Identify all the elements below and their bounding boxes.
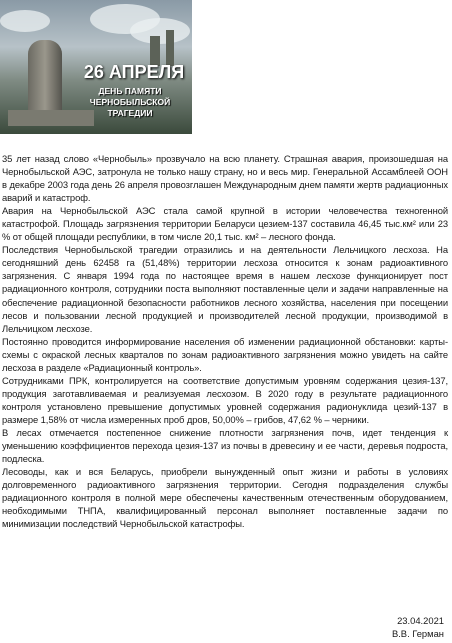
cloud-shape [130,18,190,44]
monument-shape [28,40,62,118]
banner-date-text: 26 АПРЕЛЯ [83,62,185,82]
article-paragraph: Авария на Чернобыльской АЭС стала самой крупной в истории человечества техногенной катастрофой. Площадь загрязнения территории Беларуси цезием-137 составила 46,45 тыс.км² или 23 % от общей площади республики, в том числе 20,1 тыс. км² – лесного фонда. [2,205,448,243]
article-paragraph: Лесоводы, как и вся Беларусь, приобрели вынужденный опыт жизни и работы в условиях долговременного радиоактивного загрязнения территории. Сегодня подразделения службы радиационного контроля в полной мере обеспечены качественным отечественным оборудованием, необходимыми ТНПА, квалифицированный персонал выполняет поставленные задачи по минимизации последствий Чернобыльской катастрофы. [2,466,448,530]
article-paragraph: Последствия Чернобыльской трагедии отразились и на деятельности Лельчицкого лесхоза. На сегодняшний день 62458 га (51,48%) территории лесхоза относится к зонам радиоактивного загрязнения. С января 1994 года по настоящее время в нашем лесхозе функционирует пост радиационного контроля, сотрудники поста выполняют поставленные цели и задачи направленные на обеспечение радиационной безопасности работников лесного хозяйства, населения при посещении лесов и пользовании лесной продукцией и производителей лесной продукции, производимой в Лельчицком лесхозе. [2,244,448,334]
commemoration-banner-image [0,0,192,134]
article-paragraph: 35 лет назад слово «Чернобыль» прозвучало на всю планету. Страшная авария, произошедшая на Чернобыльской АЭС, затронула не только нашу страну, но и весь мир. Генеральной Ассамблеей ООН в декабре 2003 года день 26 апреля провозглашен Международным днем памяти жертв радиационных аварий и катастроф. [2,153,448,204]
article-paragraph: Сотрудниками ПРК, контролируется на соответствие допустимым уровням содержания цезия-137, продукция заготавливаемая и реализуемая лесхозом. В 2020 году в результате радиационного контроля установлено превышение допустимых уровней содержания радионуклида цезий-137 в размере 1,58% от числа измеренных проб дров, 50,00% – грибов, 47,62 % – черники. [2,374,448,425]
signature-date: 23.04.2021 [397,615,444,626]
cloud-shape [0,10,50,32]
article-signature [392,614,444,640]
article-paragraph: В лесах отмечается постепенное снижение плотности загрязнения почв, идет тенденция к уменьшению коэффициентов перехода цезия-137 из почвы в древесину и ее части, деревья подроста, подлеска. [2,426,448,465]
article-paragraph: Постоянно проводится информирование населения об изменении радиационной обстановки: карты-схемы с окраской лесных кварталов по зонам радиоактивного загрязнения можно увидеть на сайте лесхоза в разделе «Радиационный контроль». [2,335,448,373]
banner-subtitle-text: ДЕНЬ ПАМЯТИ ЧЕРНОБЫЛЬСКОЙ ТРАГЕДИИ [89,86,171,118]
article-body [2,152,448,530]
reactor-tower-shape [166,30,174,66]
signature-author: В.В. Герман [391,628,444,639]
